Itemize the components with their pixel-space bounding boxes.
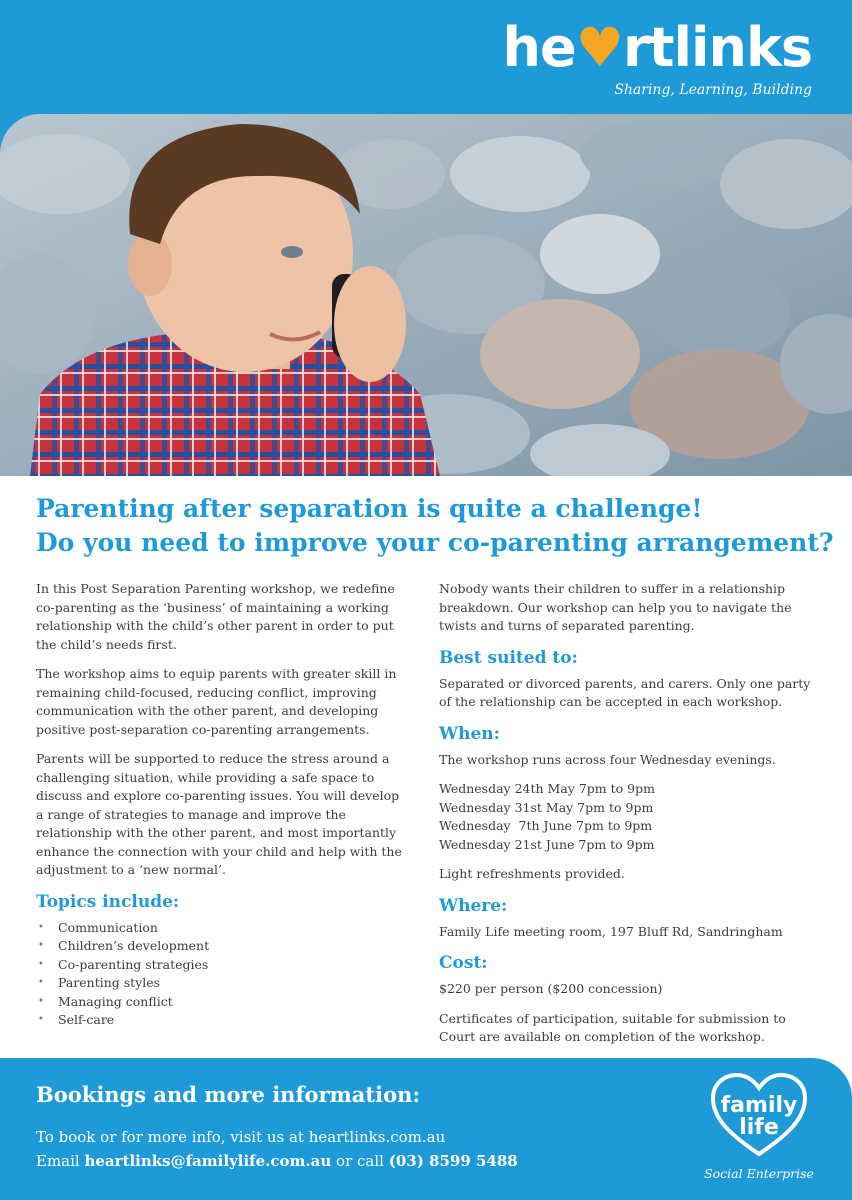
intro-paragraph: In this Post Separation Parenting workshop, we redefine co-parenting as the ‘business’ of maintaining a working relationship with the child’s other parent in order to put the child’s needs first. (36, 581, 395, 652)
cost-heading: Cost: (439, 953, 488, 973)
footer-band (0, 1058, 852, 1200)
list-item: • Co-parenting strategies (36, 956, 406, 975)
best-suited-heading: Best suited to: (439, 647, 578, 668)
list-item: • Communication (36, 919, 406, 938)
phone-number[interactable]: (03) 8599 5488 (388, 1152, 518, 1170)
family-life-logo (704, 1072, 814, 1181)
left-column (36, 580, 406, 1030)
date-item: Wednesday 21st June 7pm to 9pm (439, 836, 655, 852)
topics-heading: Topics include: (36, 891, 180, 912)
logo-word-family: family (720, 1093, 798, 1118)
boy-on-phone-photo (0, 114, 852, 476)
heart-icon: ♥ (575, 16, 624, 79)
email-prefix: Email (36, 1152, 85, 1170)
nobody-paragraph: Nobody wants their children to suffer in a relationship breakdown. Our workshop can help you to navigate the twists and turns of separated parenting. (439, 581, 792, 633)
footer-contact-line (36, 1152, 518, 1170)
hero-photo (0, 114, 852, 476)
dates-list (439, 780, 819, 854)
headline (36, 492, 836, 560)
logo-subtitle: Social Enterprise (704, 1166, 814, 1181)
list-item: • Parenting styles (36, 974, 406, 993)
headline-line2: Do you need to improve your co-parenting arrangement? (36, 528, 834, 557)
email-link[interactable]: heartlinks@familylife.com.au (84, 1152, 332, 1170)
footer-website-line: To book or for more info, visit us at heartlinks.com.au (36, 1128, 446, 1146)
refreshments-text: Light refreshments provided. (439, 866, 625, 881)
brand-tagline: Sharing, Learning, Building (614, 82, 812, 98)
where-heading: Where: (439, 895, 508, 916)
when-heading: When: (439, 723, 500, 744)
date-item: Wednesday 24th May 7pm to 9pm (439, 781, 655, 796)
list-item: • Children’s development (36, 937, 406, 956)
when-text: The workshop runs across four Wednesday evenings. (439, 751, 776, 767)
headline-line1: Parenting after separation is quite a challenge! (36, 494, 703, 523)
date-item: Wednesday 31st May 7pm to 9pm (439, 799, 654, 815)
where-text: Family Life meeting room, 197 Bluff Rd, Sandringham (439, 923, 783, 939)
list-item: • Managing conflict (36, 993, 406, 1012)
brand-name-part1: he (502, 16, 576, 79)
topics-list (36, 919, 406, 1030)
aims-paragraph: The workshop aims to equip parents with greater skill in remaining child-focused, reducing conflict, improving communication with the other parent, and developing positive post-separation co-parenting arrangements. (36, 666, 397, 737)
list-item: • Self-care (36, 1011, 406, 1030)
certificates-text: Certificates of participation, suitable for submission to Court are available on completion of the workshop. (439, 1010, 786, 1044)
cost-text: $220 per person ($200 concession) (439, 981, 663, 996)
best-suited-text: Separated or divorced parents, and carers. Only one party of the relationship can be accepted in each workshop. (439, 675, 811, 709)
footer-heading: Bookings and more information: (36, 1082, 421, 1107)
right-column (439, 580, 819, 1058)
date-item: Wednesday 7th June 7pm to 9pm (439, 818, 653, 833)
heartlinks-logo (503, 18, 812, 98)
brand-name (503, 18, 812, 78)
logo-word-life: life (739, 1115, 779, 1140)
brand-name-part2: rtlinks (623, 16, 812, 79)
or-call-text: or call (331, 1152, 389, 1170)
heart-outline-icon (709, 1072, 809, 1158)
support-paragraph: Parents will be supported to reduce the stress around a challenging situation, while providing a safe space to discuss and explore co-parenting issues. You will develop a range of strategies to manage and improve the relationship with the other parent, and most importantly enhance the connection with your child and help with the adjustment to a ‘new normal’. (36, 751, 402, 877)
